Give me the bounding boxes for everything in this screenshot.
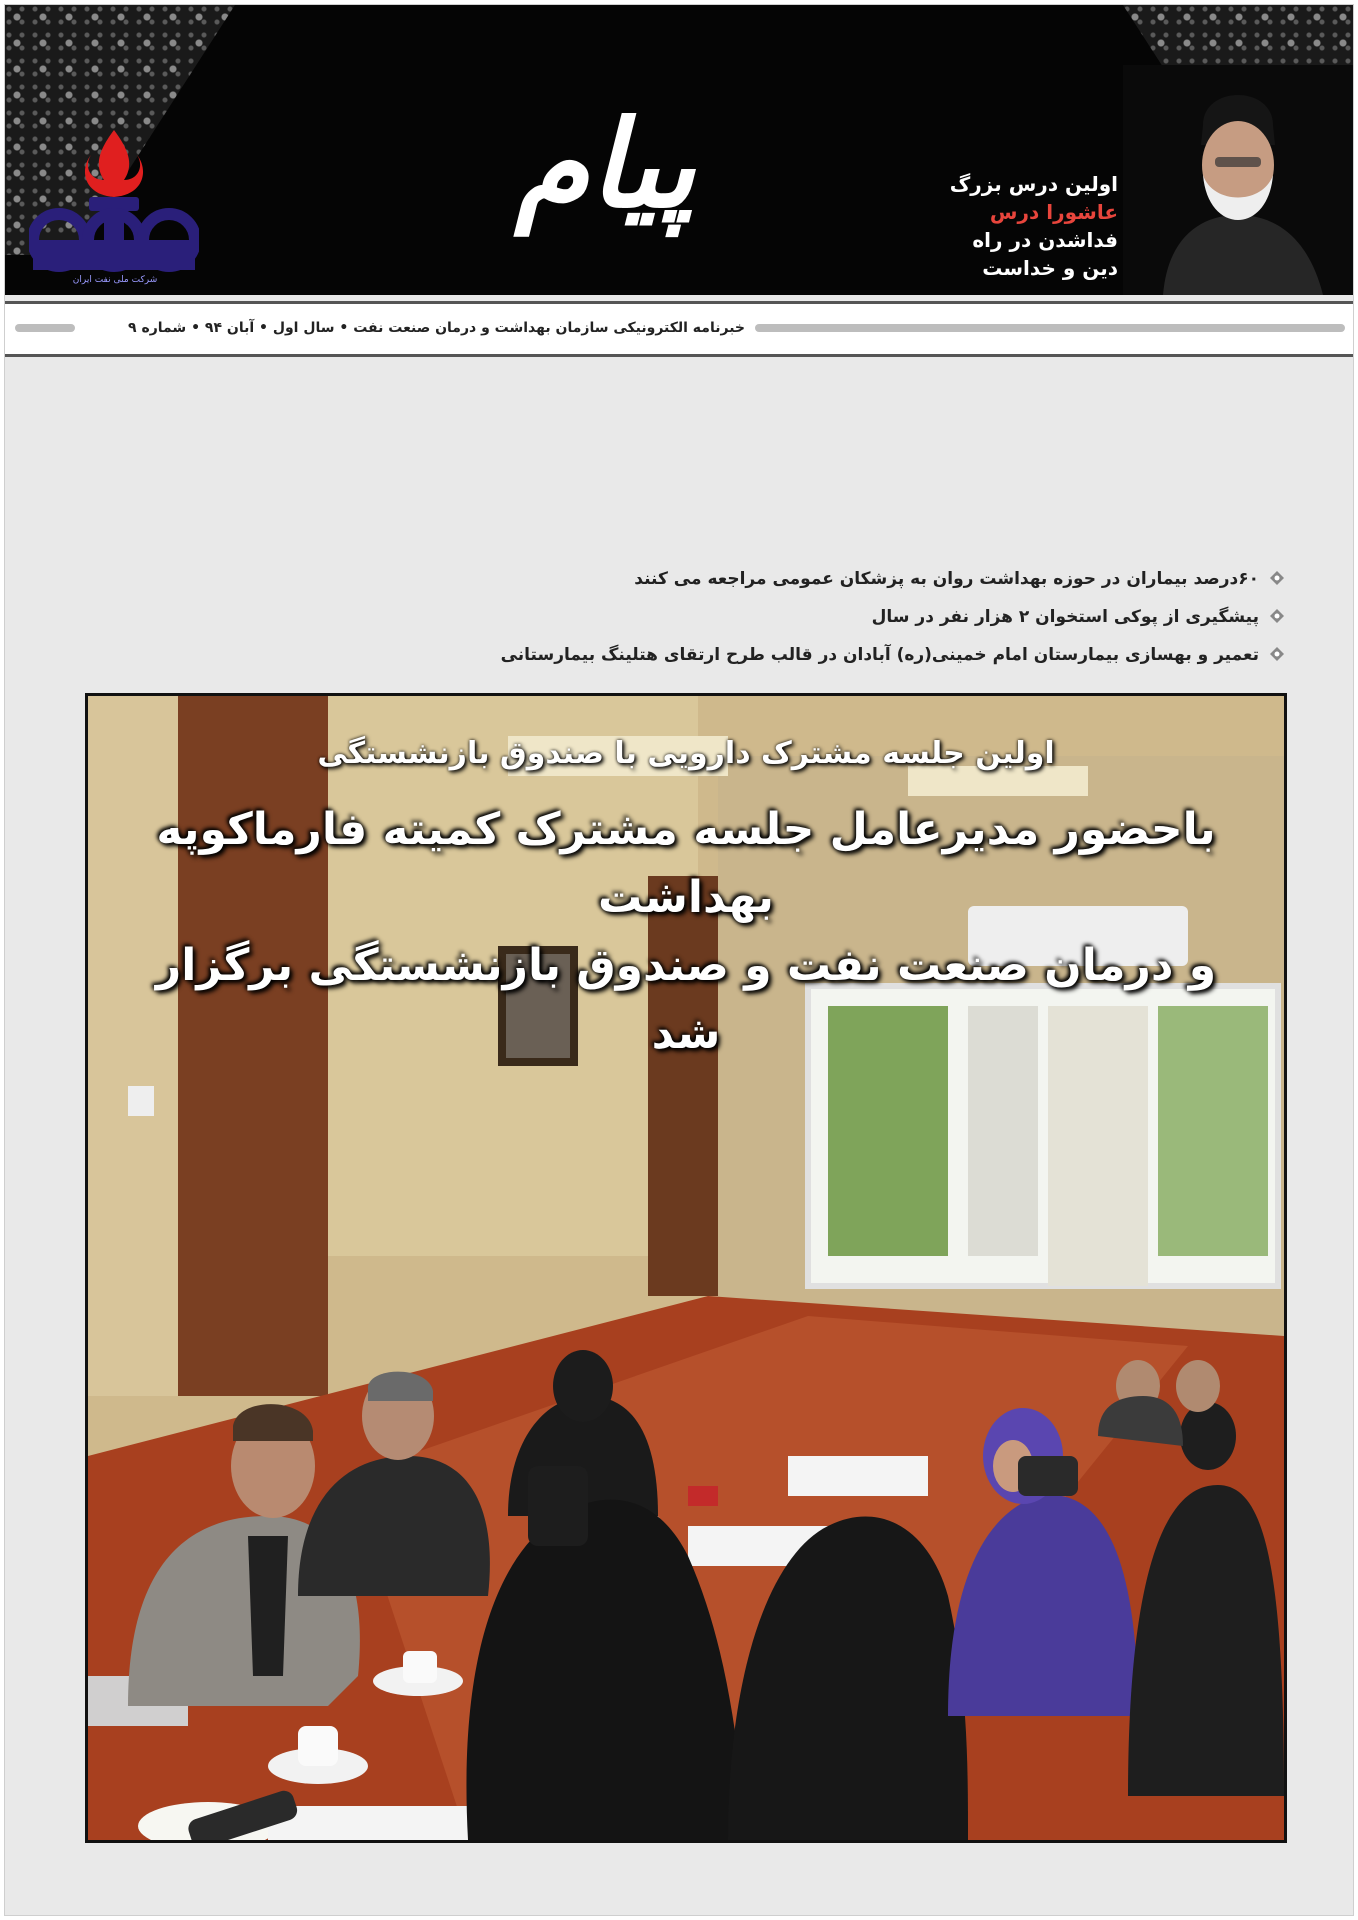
quote-line: دین و خداست [982, 256, 1118, 280]
nioc-logo-icon [29, 125, 199, 285]
meeting-photo [85, 693, 1287, 1843]
leader-portrait [1123, 65, 1353, 295]
quote-line: فداشدن در راه [972, 228, 1118, 252]
headline-item[interactable] [305, 560, 1285, 598]
headline-text: پیشگیری از پوکی استخوان ۲ هزار نفر در سال [871, 607, 1259, 627]
photo-kicker: اولین جلسه مشترک دارویی با صندوق بازنشستگی [317, 736, 1055, 771]
bar-divider [15, 324, 75, 332]
headline-item[interactable] [305, 598, 1285, 636]
masthead [5, 5, 1353, 295]
quote-line-highlight: عاشورا درس [989, 200, 1118, 224]
leader-quote [858, 170, 1118, 282]
photo-headline-line: و درمان صنعت نفت و صندوق بازنشستگی برگزار شد [155, 940, 1217, 1059]
diamond-bullet-icon [1269, 570, 1285, 586]
newsletter-title: پیام [514, 94, 696, 235]
quote-line: اولین درس بزرگ [949, 172, 1118, 196]
photo-headline-line: باحضور مدیرعامل جلسه مشترک کمیته فارماکوپه بهداشت [156, 804, 1216, 923]
logo-caption: شرکت ملی نفت ایران [72, 275, 158, 285]
newsletter-page [4, 4, 1354, 1916]
headline-text: ۶۰درصد بیماران در حوزه بهداشت روان به پزشکان عمومی مراجعه می کنند [634, 569, 1259, 589]
headline-item[interactable] [305, 636, 1285, 674]
diamond-bullet-icon [1269, 608, 1285, 624]
issue-info-text: خبرنامه الکترونیکی سازمان بهداشت و درمان صنعت نفت • سال اول • آبان ۹۴ • شماره ۹ [128, 320, 745, 336]
diamond-bullet-icon [1269, 646, 1285, 662]
headline-text: تعمیر و بهسازی بیمارستان امام خمینی(ره) آبادان در قالب طرح ارتقای هتلینگ بیمارستانی [500, 645, 1259, 665]
issue-info-bar [5, 301, 1353, 357]
photo-headline [128, 796, 1244, 1068]
bar-divider [755, 324, 1345, 332]
headline-list [305, 560, 1285, 674]
